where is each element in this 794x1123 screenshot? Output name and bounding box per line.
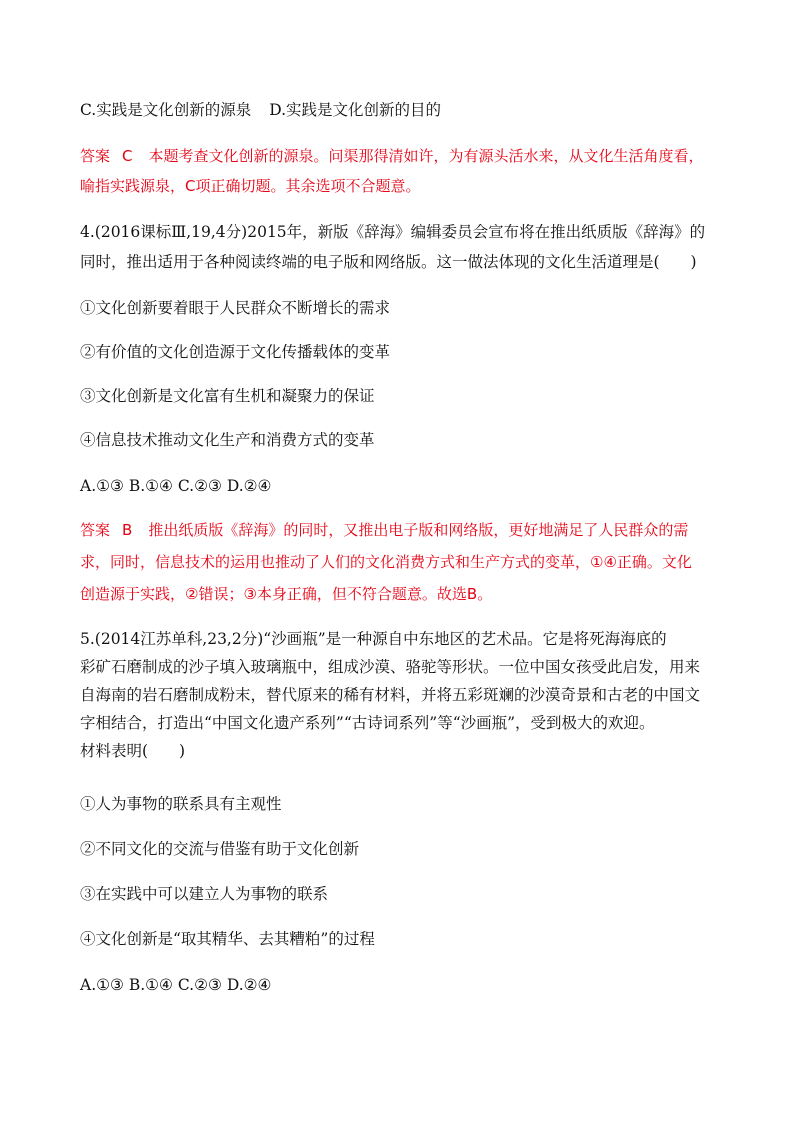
answer-text: 本题考查文化创新的源泉。问渠那得清如许，为有源头活水来，从文化生活角度看，	[148, 147, 704, 165]
answer-letter: B	[122, 521, 133, 539]
q4-stem-line-1: 4.(2016课标Ⅲ,19,4分)2015年，新版《辞海》编辑委员会宣布将在推出纸质版《辞海》的	[80, 223, 706, 241]
q3-answer-line-1	[80, 145, 720, 167]
q5-item-2: ②不同文化的交流与借鉴有助于文化创新	[80, 840, 360, 858]
q5-stem-line-5: 材料表明( )	[80, 742, 186, 760]
q5-item-1: ①人为事物的联系具有主观性	[80, 795, 282, 813]
q3-option-d: D.实践是文化创新的目的	[269, 101, 442, 119]
q4-answer-line-1	[80, 519, 720, 541]
q5-item-3: ③在实践中可以建立人为事物的联系	[80, 885, 329, 903]
q4-options: A.①③ B.①④ C.②③ D.②④	[80, 477, 272, 495]
answer-letter: C	[122, 147, 133, 165]
q4-item-4: ④信息技术推动文化生产和消费方式的变革	[80, 431, 375, 449]
q3-answer-line-2	[80, 175, 720, 197]
q3-options-cd	[80, 99, 720, 121]
q3-option-c: C.实践是文化创新的源泉	[80, 101, 252, 119]
answer-label: 答案	[80, 147, 111, 165]
q5-stem-line-4: 字相结合，打造出“中国文化遗产系列”“古诗词系列”等“沙画瓶”，受到极大的欢迎。	[80, 714, 655, 732]
q4-item-1: ①文化创新要着眼于人民群众不断增长的需求	[80, 299, 391, 317]
q5-stem-line-2: 彩矿石磨制成的沙子填入玻璃瓶中，组成沙漠、骆驼等形状。一位中国女孩受此启发，用来	[80, 658, 701, 676]
q5-item-4: ④文化创新是“取其精华、去其糟粕”的过程	[80, 930, 375, 948]
q4-stem-line-2: 同时，推出适用于各种阅读终端的电子版和网络版。这一做法体现的文化生活道理是( )	[80, 253, 697, 271]
answer-text: 喻指实践源泉，C项正确切题。其余选项不合题意。	[80, 177, 421, 195]
q5-options: A.①③ B.①④ C.②③ D.②④	[80, 976, 272, 994]
q5-stem-line-1: 5.(2014江苏单科,23,2分)“沙画瓶”是一种源自中东地区的艺术品。它是将死海海底的	[80, 630, 667, 648]
q4-item-3: ③文化创新是文化富有生机和凝聚力的保证	[80, 387, 375, 405]
q4-answer-line-3: 创造源于实践，②错误；③本身正确，但不符合题意。故选B。	[80, 585, 493, 603]
answer-label: 答案	[80, 521, 111, 539]
q4-answer-line-2: 求，同时，信息技术的运用也推动了人们的文化消费方式和生产方式的变革，①④正确。文化	[80, 553, 692, 571]
answer-text: 推出纸质版《辞海》的同时，又推出电子版和网络版，更好地满足了人民群众的需	[148, 521, 689, 539]
q5-stem-line-3: 自海南的岩石磨制成粉末，替代原来的稀有材料，并将五彩斑斓的沙漠奇景和古老的中国文	[80, 686, 701, 704]
q4-item-2: ②有价值的文化创造源于文化传播载体的变革	[80, 343, 391, 361]
